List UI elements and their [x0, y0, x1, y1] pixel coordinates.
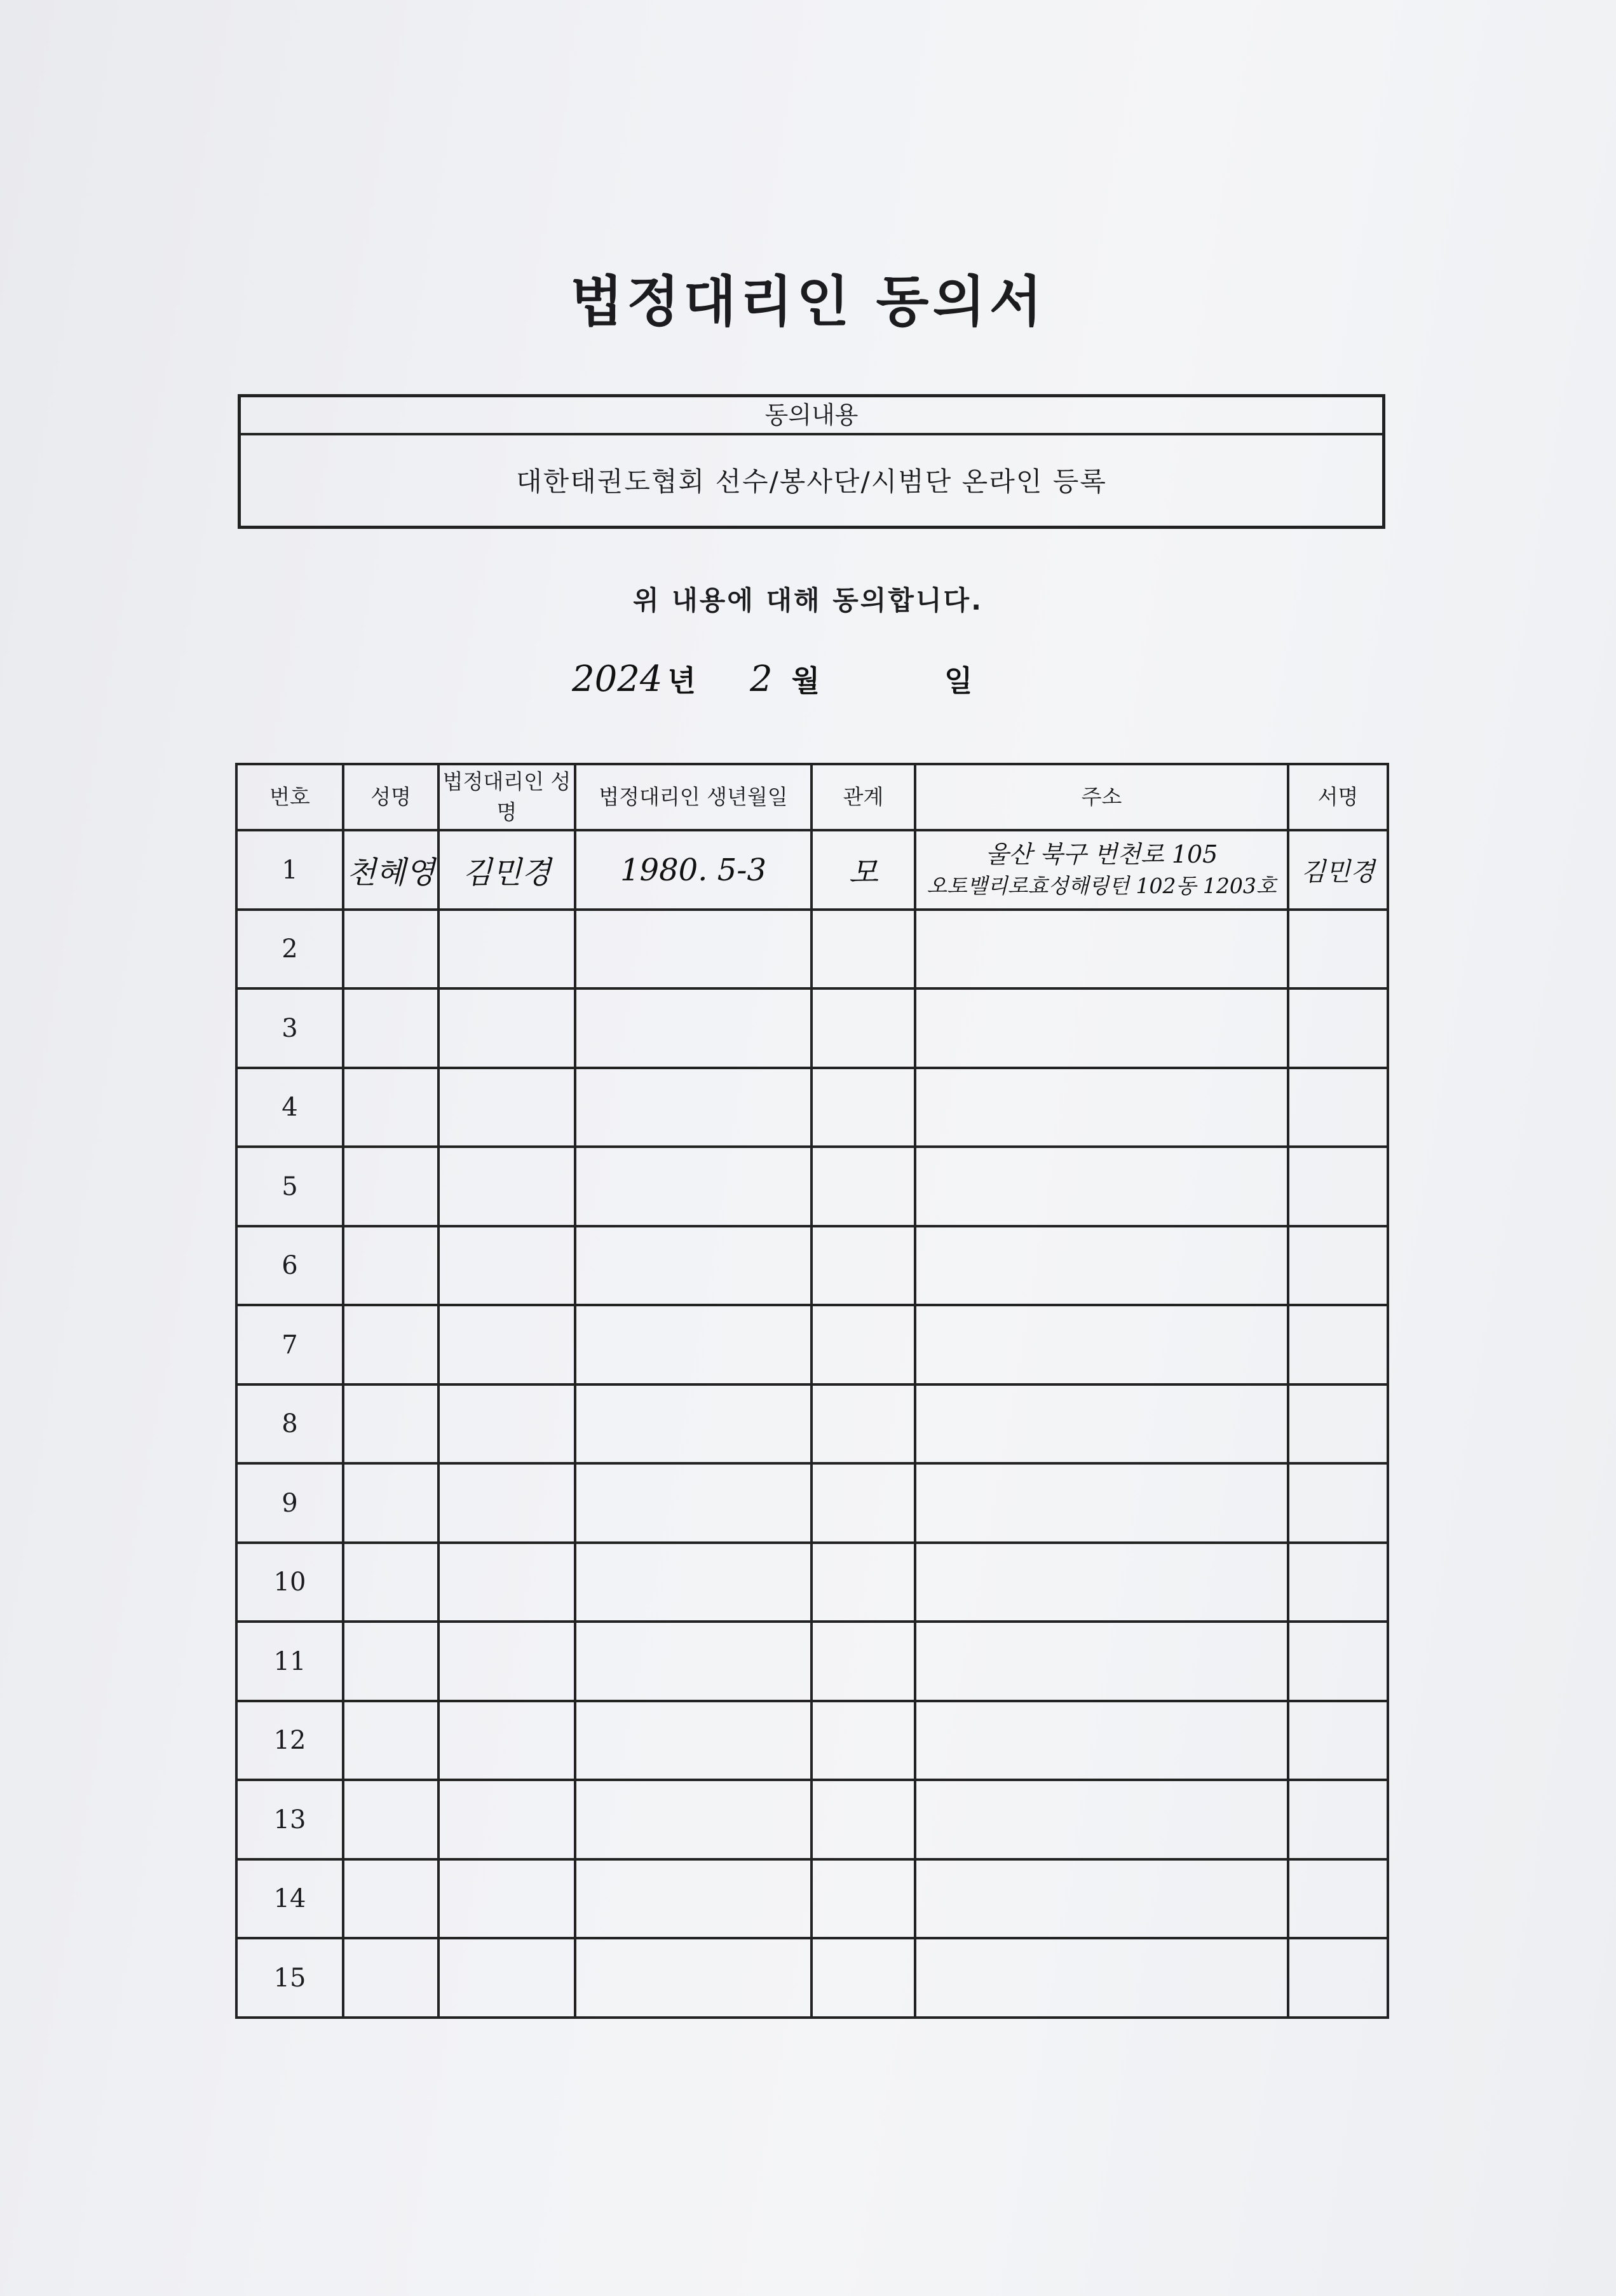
- row-number: 5: [236, 1147, 343, 1226]
- student-name[interactable]: [343, 1543, 438, 1622]
- table-row: [236, 830, 1388, 910]
- date-day: [939, 658, 972, 700]
- relation[interactable]: 모: [811, 830, 915, 910]
- relation[interactable]: [811, 1068, 915, 1147]
- row-number: 10: [236, 1543, 343, 1622]
- address[interactable]: [915, 1463, 1288, 1543]
- address[interactable]: [915, 910, 1288, 989]
- address[interactable]: [915, 1859, 1288, 1939]
- student-name[interactable]: [343, 910, 438, 989]
- header-guardian-name: 법정대리인 성명: [438, 764, 575, 830]
- row-number: 12: [236, 1701, 343, 1780]
- guardian-name[interactable]: [438, 988, 575, 1068]
- guardian-name[interactable]: [438, 1068, 575, 1147]
- relation[interactable]: [811, 1384, 915, 1464]
- row-number: 4: [236, 1068, 343, 1147]
- guardian-name[interactable]: [438, 1463, 575, 1543]
- student-name[interactable]: [343, 1305, 438, 1384]
- address[interactable]: [915, 1780, 1288, 1859]
- guardian-name[interactable]: [438, 1859, 575, 1939]
- row-number: 15: [236, 1938, 343, 2018]
- agree-statement: 위 내용에 대해 동의합니다.: [632, 585, 984, 616]
- student-name[interactable]: 천혜영: [343, 830, 438, 910]
- guardian-birth[interactable]: [575, 1384, 811, 1464]
- guardian-name[interactable]: [438, 910, 575, 989]
- student-name[interactable]: [343, 1463, 438, 1543]
- guardian-birth[interactable]: [575, 910, 811, 989]
- signature[interactable]: [1288, 1859, 1388, 1939]
- table-row: [236, 1622, 1388, 1701]
- guardian-name[interactable]: [438, 1938, 575, 2018]
- table-row: [236, 910, 1388, 989]
- signature[interactable]: [1288, 910, 1388, 989]
- table-row: [236, 1859, 1388, 1939]
- guardian-name[interactable]: [438, 1543, 575, 1622]
- guardian-birth[interactable]: [575, 1780, 811, 1859]
- header-address: 주소: [915, 764, 1288, 830]
- guardian-name[interactable]: [438, 1147, 575, 1226]
- signature[interactable]: [1288, 1384, 1388, 1464]
- signature[interactable]: [1288, 1543, 1388, 1622]
- consent-box: [238, 394, 1385, 529]
- student-name[interactable]: [343, 1068, 438, 1147]
- header-number: 번호: [236, 764, 343, 830]
- relation[interactable]: [811, 1463, 915, 1543]
- guardian-name[interactable]: [438, 1622, 575, 1701]
- row-number: 8: [236, 1384, 343, 1464]
- guardian-table: [235, 763, 1389, 2019]
- date-month-label: 월: [791, 664, 820, 698]
- consent-header: 동의내용: [241, 397, 1382, 435]
- student-name[interactable]: [343, 988, 438, 1068]
- table-row: [236, 1147, 1388, 1226]
- header-guardian-birth: 법정대리인 생년월일: [575, 764, 811, 830]
- guardian-name[interactable]: [438, 1226, 575, 1306]
- guardian-name[interactable]: 김민경: [438, 830, 575, 910]
- relation[interactable]: [811, 910, 915, 989]
- row-number: 3: [236, 988, 343, 1068]
- address[interactable]: [915, 1938, 1288, 2018]
- student-name[interactable]: [343, 1701, 438, 1780]
- table-row: [236, 1305, 1388, 1384]
- header-signature: 서명: [1288, 764, 1388, 830]
- address[interactable]: [915, 1384, 1288, 1464]
- guardian-name[interactable]: [438, 1384, 575, 1464]
- table-row: [236, 1543, 1388, 1622]
- row-number: 6: [236, 1226, 343, 1306]
- student-name[interactable]: [343, 1622, 438, 1701]
- address[interactable]: [915, 830, 1288, 910]
- signature[interactable]: [1288, 1463, 1388, 1543]
- address[interactable]: [915, 1147, 1288, 1226]
- signature[interactable]: [1288, 1701, 1388, 1780]
- guardian-name[interactable]: [438, 1780, 575, 1859]
- signature[interactable]: [1288, 1780, 1388, 1859]
- date-month: [750, 658, 820, 700]
- student-name[interactable]: [343, 1226, 438, 1306]
- guardian-birth[interactable]: [575, 1859, 811, 1939]
- guardian-birth[interactable]: [575, 1147, 811, 1226]
- table-row: [236, 988, 1388, 1068]
- signature[interactable]: [1288, 1622, 1388, 1701]
- guardian-birth[interactable]: [575, 1622, 811, 1701]
- guardian-name[interactable]: [438, 1701, 575, 1780]
- table-row: [236, 1938, 1388, 2018]
- guardian-birth[interactable]: [575, 1305, 811, 1384]
- date-year-label: 년: [667, 664, 696, 698]
- date-month-value: 2: [750, 659, 773, 700]
- address[interactable]: [915, 1305, 1288, 1384]
- relation[interactable]: [811, 1859, 915, 1939]
- address[interactable]: [915, 1068, 1288, 1147]
- guardian-birth[interactable]: [575, 1701, 811, 1780]
- student-name[interactable]: [343, 1384, 438, 1464]
- relation[interactable]: [811, 988, 915, 1068]
- row-number: 2: [236, 910, 343, 989]
- row-number: 1: [236, 830, 343, 910]
- row-number: 7: [236, 1305, 343, 1384]
- row-number: 9: [236, 1463, 343, 1543]
- date-day-label: 일: [944, 664, 973, 698]
- relation[interactable]: [811, 1701, 915, 1780]
- signature[interactable]: [1288, 1147, 1388, 1226]
- table-row: [236, 1463, 1388, 1543]
- document-title: 법정대리인 동의서: [570, 270, 1046, 334]
- address-line-2: 오토밸리로효성해링턴 102동 1203호: [927, 873, 1277, 898]
- header-name: 성명: [343, 764, 438, 830]
- student-name[interactable]: [343, 1147, 438, 1226]
- signature[interactable]: [1288, 988, 1388, 1068]
- guardian-birth[interactable]: [575, 1068, 811, 1147]
- table-row: [236, 1226, 1388, 1306]
- signature[interactable]: 김민경: [1288, 830, 1388, 910]
- header-relation: 관계: [811, 764, 915, 830]
- table-row: [236, 1701, 1388, 1780]
- guardian-name[interactable]: [438, 1305, 575, 1384]
- relation[interactable]: [811, 1780, 915, 1859]
- table-row: [236, 1780, 1388, 1859]
- signature[interactable]: [1288, 1226, 1388, 1306]
- signature[interactable]: [1288, 1305, 1388, 1384]
- relation[interactable]: [811, 1305, 915, 1384]
- table-header-row: [236, 764, 1388, 830]
- row-number: 11: [236, 1622, 343, 1701]
- relation[interactable]: [811, 1622, 915, 1701]
- guardian-birth[interactable]: 1980. 5-3: [575, 830, 811, 910]
- relation[interactable]: [811, 1226, 915, 1306]
- address-line-1: 울산 북구 번천로 105: [985, 840, 1218, 868]
- address[interactable]: [915, 988, 1288, 1068]
- row-number: 14: [236, 1859, 343, 1939]
- student-name[interactable]: [343, 1780, 438, 1859]
- date-year-value: 2024: [572, 659, 663, 700]
- student-name[interactable]: [343, 1938, 438, 2018]
- address[interactable]: [915, 1701, 1288, 1780]
- guardian-birth[interactable]: [575, 1463, 811, 1543]
- address[interactable]: [915, 1622, 1288, 1701]
- relation[interactable]: [811, 1543, 915, 1622]
- relation[interactable]: [811, 1938, 915, 2018]
- guardian-birth[interactable]: [575, 988, 811, 1068]
- address[interactable]: [915, 1226, 1288, 1306]
- signature[interactable]: [1288, 1938, 1388, 2018]
- row-number: 13: [236, 1780, 343, 1859]
- signature[interactable]: [1288, 1068, 1388, 1147]
- student-name[interactable]: [343, 1859, 438, 1939]
- table-row: [236, 1384, 1388, 1464]
- guardian-birth[interactable]: [575, 1543, 811, 1622]
- date-year: [572, 658, 696, 700]
- guardian-birth[interactable]: [575, 1938, 811, 2018]
- consent-content: 대한태권도협회 선수/봉사단/시범단 온라인 등록: [516, 466, 1107, 497]
- table-row: [236, 1068, 1388, 1147]
- address[interactable]: [915, 1543, 1288, 1622]
- guardian-birth[interactable]: [575, 1226, 811, 1306]
- relation[interactable]: [811, 1147, 915, 1226]
